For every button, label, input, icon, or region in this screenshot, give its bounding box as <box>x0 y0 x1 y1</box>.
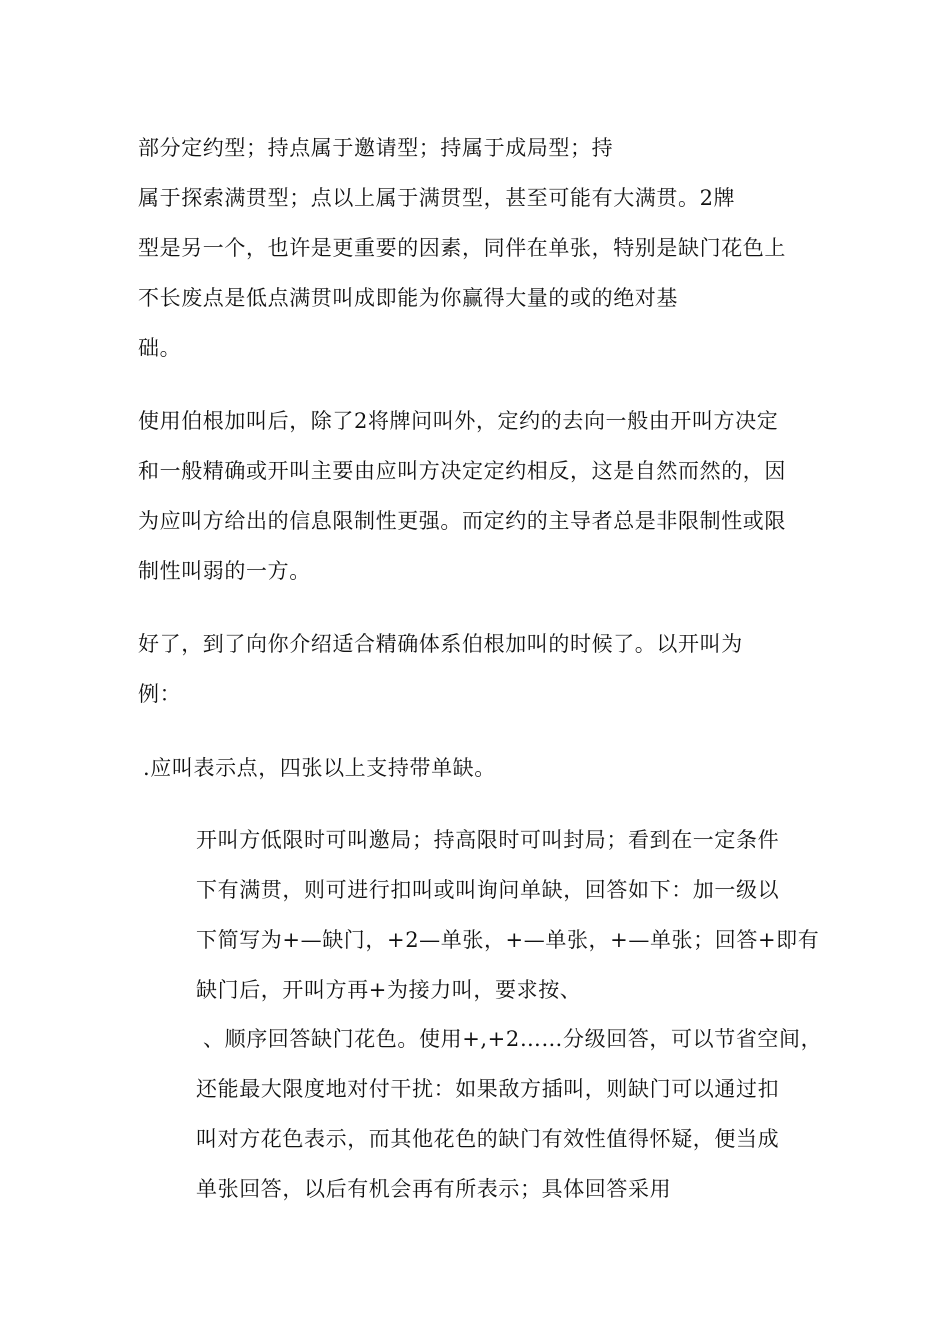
paragraph-4-line-5: 、顺序回答缺门花色。使用+,+2……分级回答，可以节省空间， <box>203 1027 823 1051</box>
paragraph-3-line-2: 例： <box>138 682 182 706</box>
paragraph-4-line-6: 还能最大限度地对付干扰：如果敌方插叫，则缺门可以通过扣 <box>196 1077 780 1101</box>
paragraph-2-line-2: 和一般精确或开叫主要由应叫方决定定约相反，这是自然而然的，因 <box>138 459 786 483</box>
list-item-1: .应叫表示点，四张以上支持带单缺。 <box>143 756 496 780</box>
paragraph-4-line-4: 缺门后，开叫方再+为接力叫，要求按、 <box>196 978 582 1002</box>
paragraph-4-line-7: 叫对方花色表示，而其他花色的缺门有效性值得怀疑，便当成 <box>196 1127 780 1151</box>
paragraph-1-line-4: 不长废点是低点满贯叫成即能为你赢得大量的或的绝对基 <box>138 286 678 310</box>
paragraph-3-line-1: 好了，到了向你介绍适合精确体系伯根加叫的时候了。以开叫为 <box>138 632 743 656</box>
paragraph-4-line-3: 下简写为+—缺门，+2—单张，+—单张，+—单张；回答+即有 <box>196 928 820 952</box>
paragraph-4-line-2: 下有满贯，则可进行扣叫或叫询问单缺，回答如下：加一级以 <box>196 878 780 902</box>
paragraph-4-line-8: 单张回答，以后有机会再有所表示；具体回答采用 <box>196 1177 672 1201</box>
paragraph-1-line-3: 型是另一个，也许是更重要的因素，同伴在单张，特别是缺门花色上 <box>138 236 786 260</box>
paragraph-2-line-1: 使用伯根加叫后，除了2将牌问叫外，定约的去向一般由开叫方决定 <box>138 409 779 433</box>
paragraph-1-line-5: 础。 <box>138 336 182 360</box>
paragraph-2-line-3: 为应叫方给出的信息限制性更强。而定约的主导者总是非限制性或限 <box>138 509 786 533</box>
paragraph-2-line-4: 制性叫弱的一方。 <box>138 559 311 583</box>
paragraph-1-line-2: 属于探索满贯型；点以上属于满贯型，甚至可能有大满贯。2牌 <box>138 186 736 210</box>
paragraph-4-line-1: 开叫方低限时可叫邀局；持高限时可叫封局；看到在一定条件 <box>196 828 780 852</box>
paragraph-1-line-1: 部分定约型；持点属于邀请型；持属于成局型；持 <box>138 136 614 160</box>
